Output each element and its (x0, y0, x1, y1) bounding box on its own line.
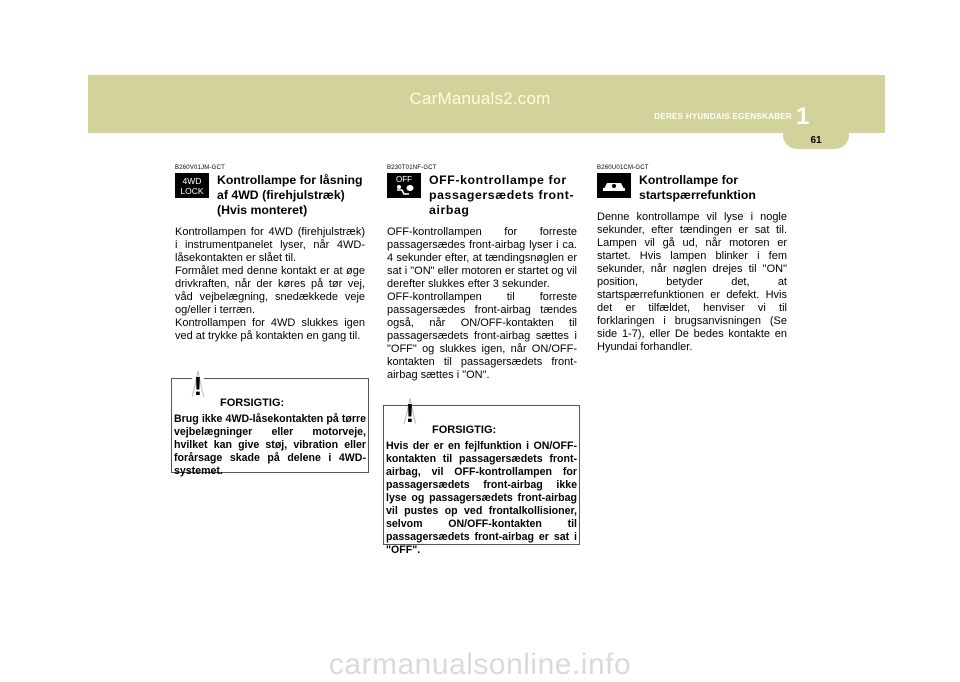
caution-box-4wd (171, 371, 369, 477)
site-title[interactable]: CarManuals2.com (409, 89, 551, 108)
immobilizer-car-key-icon (597, 173, 631, 198)
caution-title: FORSIGTIG: (220, 397, 285, 409)
section-body: Denne kontrollampe vil lyse i nogle sekunder, efter tændingen er sat til. Lampen vil gå ud, når motoren er startet. Hvis lampen blinker i fem sekunder, når nøglen drejes til "ON" position, betyder det, at startspærrefunktionen er defekt. Hvis det er tilfældet, henviser vi til forklaringen i brugsanvisningen (Se side 1-7), eller De bedes kontakte en Hyundai forhandler. (597, 211, 787, 353)
warning-triangle-icon (180, 367, 216, 399)
caution-header (174, 371, 366, 413)
svg-text:!: ! (193, 371, 203, 399)
section-heading: Kontrollampe for startspærrefunktion (639, 173, 756, 202)
section-4wd-lock (175, 165, 365, 343)
section-airbag-off (387, 165, 577, 382)
caution-body: Hvis der er en fejlfunktion i ON/OFF-kontakten til passagersædets front-airbag, vil OFF-kontrollampen for passagersædets front-airbag ikke lyse og passagersædets front-airbag vil pustes op ved frontalkollisioner, selvom ON/OFF-kontakten til passagersædets front-airbag er sat i "OFF". (386, 440, 577, 556)
section-code: B230T01NF-GCT (387, 165, 437, 171)
chapter-name: DERES HYUNDAIS EGENSKABER (654, 112, 792, 121)
section-body: Kontrollampen for 4WD (firehjulstræk) i instrumentpanelet lyser, når 4WD-låsekontakten er slået til. Formålet med denne kontakt er at øge drivkraften, når der køres på tør vej, våd vejbelægning, snedækkede veje og/eller i terræn. Kontrollampen for 4WD slukkes igen ved at trykke på kontakten en gang til. (175, 226, 365, 342)
section-heading: OFF-kontrollampe for passagersædets front-airbag (429, 173, 575, 217)
section-heading: Kontrollampe for låsning af 4WD (firehjulstræk) (Hvis monteret) (217, 173, 363, 217)
page-number: 61 (810, 135, 822, 146)
warning-triangle-icon (392, 394, 428, 426)
section-code: B260U01CM-GCT (597, 165, 649, 171)
footer-watermark[interactable]: carmanualsonline.info (328, 648, 632, 681)
icon-label: 4WD LOCK (180, 175, 204, 196)
caution-title: FORSIGTIG: (432, 424, 497, 436)
caution-box-airbag (383, 398, 580, 556)
caution-body: Brug ikke 4WD-låsekontakten på tørre vejbelægninger eller motorveje, hvilket kan give støj, vibration eller forårsage skade på delene i 4WD-systemet. (174, 413, 366, 477)
caution-header (386, 398, 577, 440)
car-key-glyph (602, 179, 626, 193)
4wd-lock-icon (175, 173, 209, 198)
section-body: OFF-kontrollampen for forreste passagersædes front-airbag lyser i ca. 4 sekunder efter, at tændingsnøglen er sat i "ON" eller motoren er startet og vil derefter slukkes efter 3 sekunder. OFF-kontrollampen til forreste passagersædes front-airbag tændes også, når ON/OFF-kontakten til passagersædets front-airbag sættes i "OFF" og slukkes igen, når ON/OFF-kontakten til passagersædets front-airbag sættes i "ON". (387, 226, 577, 381)
section-code: B260V01JM-GCT (175, 165, 225, 171)
chapter-number: 1 (796, 103, 810, 130)
icon-label: OFF (396, 175, 412, 184)
seat-airbag-icon (393, 184, 415, 196)
airbag-off-icon (387, 173, 421, 198)
svg-text:!: ! (405, 398, 415, 426)
section-immobilizer (597, 165, 787, 354)
